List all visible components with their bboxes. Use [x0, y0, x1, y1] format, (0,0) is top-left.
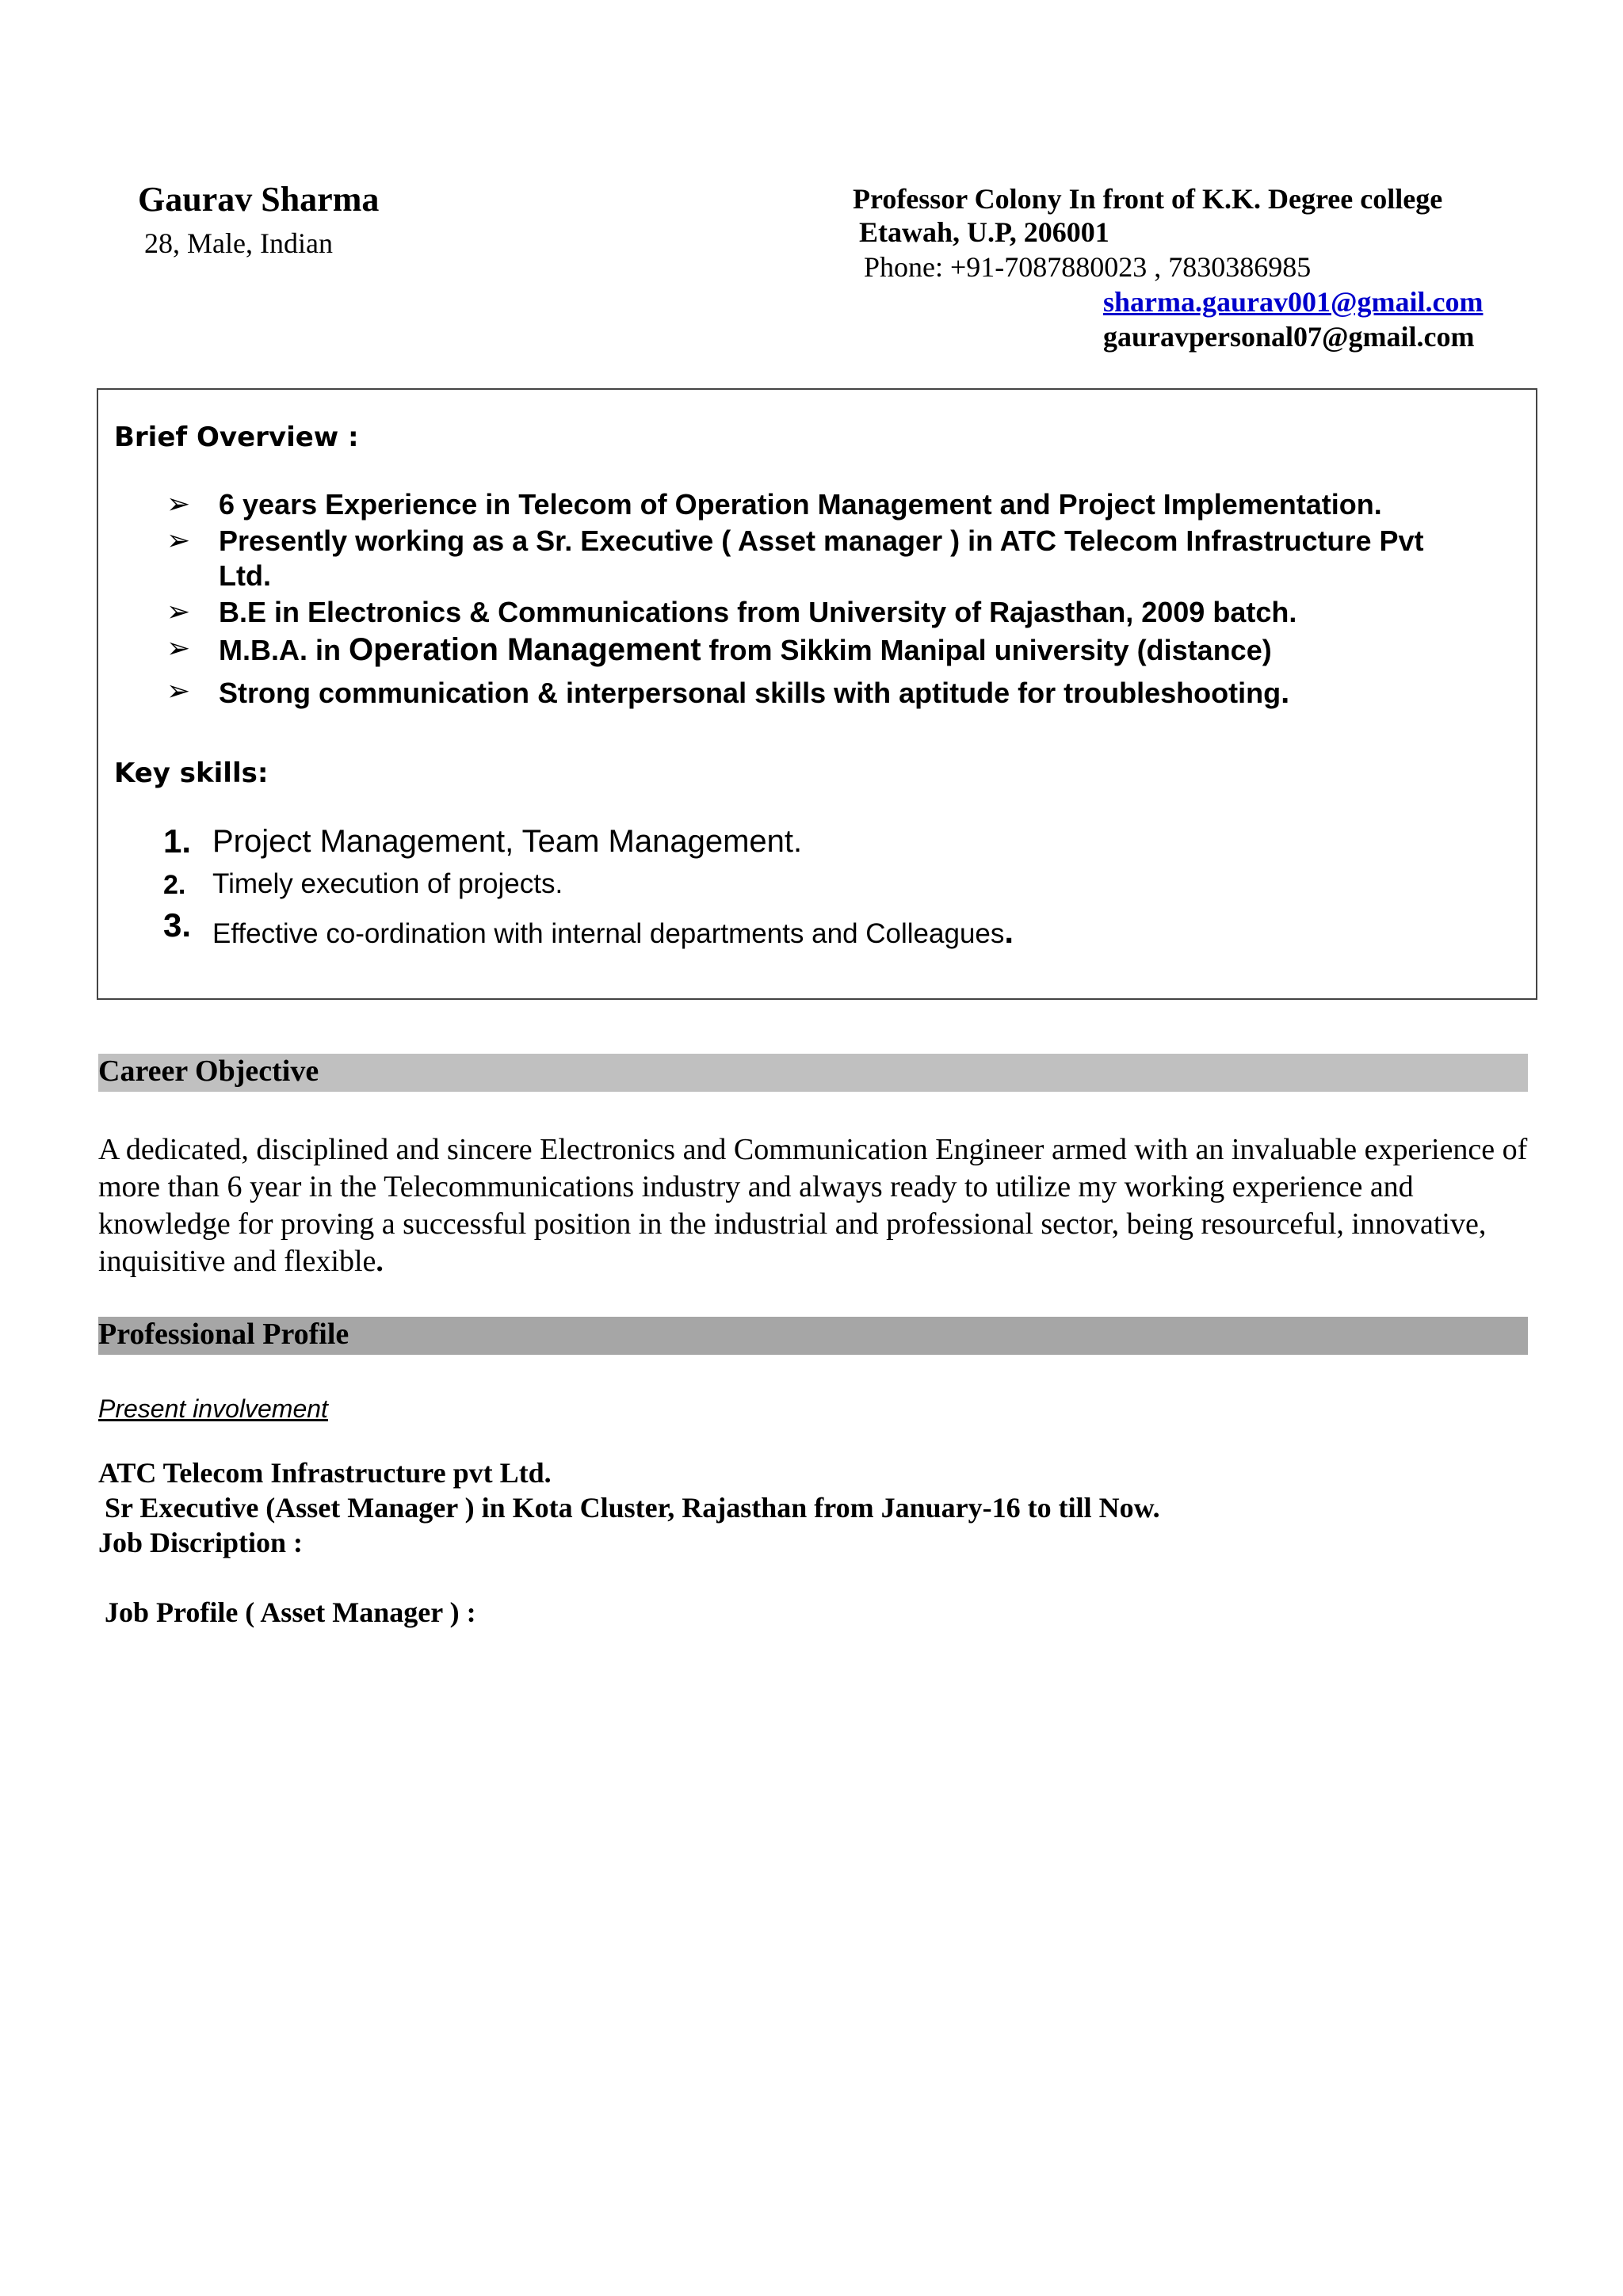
arrow-bullet-icon: ➢ [166, 488, 191, 521]
address-line-1: Professor Colony In front of K.K. Degree college [853, 183, 1443, 215]
brief-overview-heading: Brief Overview : [114, 421, 359, 453]
skill-number: 1. [163, 822, 192, 860]
professional-profile-heading: Professional Profile [98, 1318, 349, 1351]
arrow-bullet-icon: ➢ [166, 632, 191, 665]
job-profile-heading: Job Profile ( Asset Manager ) : [105, 1596, 476, 1628]
personal-details: 28, Male, Indian [144, 227, 333, 259]
job-description-heading: Job Discription : [98, 1527, 304, 1558]
phone-numbers: Phone: +91-7087880023 , 7830386985 [864, 251, 1312, 283]
skill-text [212, 913, 1014, 951]
skill-text: Timely execution of projects. [212, 868, 563, 899]
overview-bullet-text: Presently working as a Sr. Executive ( Asset manager ) in ATC Telecom Infrastructure Pvt [219, 524, 1424, 557]
skill-number: 3. [163, 906, 192, 944]
email-secondary: gauravpersonal07@gmail.com [1103, 321, 1475, 353]
address-line-2: Etawah, U.P, 206001 [859, 216, 1109, 248]
skill-number: 2. [163, 870, 186, 900]
overview-bullet-text: 6 years Experience in Telecom of Operation Management and Project Implementation. [219, 488, 1382, 521]
career-objective-text [98, 1131, 1541, 1280]
arrow-bullet-icon: ➢ [166, 675, 191, 707]
skill-text-end: . [1004, 913, 1014, 950]
arrow-bullet-icon: ➢ [166, 596, 191, 628]
skill-text-body: Effective co-ordination with internal departments and Colleagues [212, 918, 1005, 949]
arrow-bullet-icon: ➢ [166, 524, 191, 557]
objective-body: A dedicated, disciplined and sincere Electronics and Communication Engineer armed with an invaluable experience of more than 6 year in the Telecommunications industry and always ready to utilize my working experience and knowledge for proving a successful position in the industrial and professional sector, being resourceful, innovative, inquisitive and flexible [98, 1133, 1528, 1278]
mba-suffix: from Sikkim Manipal university (distance) [701, 634, 1272, 666]
skills-bullet-body: Strong communication & interpersonal skills with aptitude for troubleshooting [219, 677, 1281, 709]
job-role: Sr Executive (Asset Manager ) in Kota Cluster, Rajasthan from January-16 to till Now. [105, 1492, 1160, 1524]
overview-bullet-text [219, 632, 1272, 668]
present-involvement-label: Present involvement [98, 1394, 328, 1423]
objective-end: . [376, 1245, 384, 1278]
email-primary-link[interactable]: sharma.gaurav001@gmail.com [1103, 286, 1484, 318]
skill-text: Project Management, Team Management. [212, 824, 803, 859]
email-primary[interactable] [1103, 285, 1483, 318]
company-name: ATC Telecom Infrastructure pvt Ltd. [98, 1457, 552, 1489]
overview-bullet-text: B.E in Electronics & Communications from University of Rajasthan, 2009 batch. [219, 596, 1297, 628]
overview-bullet-text: Ltd. [219, 559, 271, 592]
career-objective-heading: Career Objective [98, 1055, 319, 1088]
mba-prefix: M.B.A. in [219, 634, 349, 666]
overview-bullet-text [219, 675, 1289, 711]
mba-specialization: Operation Management [349, 632, 701, 667]
candidate-name: Gaurav Sharma [138, 180, 380, 219]
key-skills-heading: Key skills: [114, 757, 269, 789]
skills-bullet-end: . [1281, 675, 1290, 710]
